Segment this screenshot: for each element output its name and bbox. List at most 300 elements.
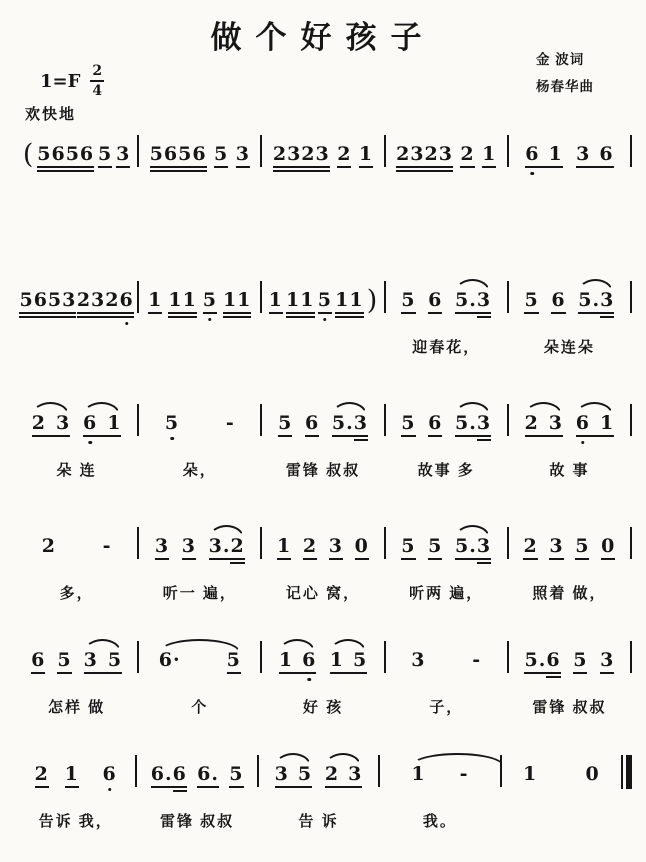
final-bar-thick <box>626 755 632 789</box>
note: 3 <box>600 291 614 310</box>
note-group <box>401 291 415 310</box>
measure <box>380 760 499 831</box>
note: 11 <box>222 289 252 311</box>
note: 5. <box>331 412 354 434</box>
note-group <box>79 537 112 556</box>
note: 3 <box>154 535 170 557</box>
score-line <box>16 409 632 480</box>
octave-dot <box>307 678 311 682</box>
intro-paren-close: ) <box>366 284 378 316</box>
time-signature <box>90 64 104 98</box>
note: 1 <box>277 535 292 557</box>
note-group <box>329 537 343 556</box>
note: 2 <box>34 763 49 785</box>
note-group <box>31 651 45 670</box>
beam-underline <box>401 558 415 560</box>
beam-underline <box>236 166 250 168</box>
note: 5 <box>278 412 293 434</box>
beam-underline <box>575 558 589 560</box>
note: 1 <box>107 412 122 434</box>
lyrics-text <box>139 336 260 356</box>
lyrics-text: 怎样 做 <box>48 699 106 716</box>
beam-underline <box>35 786 49 788</box>
key-signature <box>40 64 104 98</box>
score <box>16 140 632 831</box>
note: 3 <box>235 143 250 165</box>
notes-row <box>380 760 499 784</box>
notes-row <box>509 140 630 164</box>
tempo-marking: 欢快地 <box>25 106 77 123</box>
note-group <box>83 414 121 433</box>
notes-row <box>262 284 383 316</box>
note: 5 <box>107 649 123 671</box>
note-group <box>223 291 251 310</box>
beam-underline <box>330 672 367 674</box>
note-group <box>359 145 373 164</box>
note-group <box>159 651 241 670</box>
beam-underline <box>332 435 368 437</box>
note: 3 <box>181 535 196 557</box>
measure <box>137 760 256 831</box>
note-group <box>428 291 442 310</box>
beam-underline <box>325 786 362 788</box>
note-group <box>525 414 563 433</box>
beam-underline <box>203 312 217 314</box>
note: 5. <box>524 649 547 671</box>
beam-underline <box>355 558 369 560</box>
note: 3 <box>411 649 426 671</box>
beam-underline <box>401 435 415 437</box>
note-group <box>578 291 614 310</box>
note: 6 <box>173 765 187 784</box>
composer-credit: 杨春华曲 <box>536 79 594 94</box>
beam-underline <box>524 312 538 314</box>
lyrics-text: 子， <box>429 699 464 716</box>
score-line <box>16 286 632 357</box>
measure <box>386 646 507 717</box>
lyrics-text <box>16 336 137 356</box>
note: 3 <box>477 537 491 556</box>
lyrics-text: 朵 连 <box>56 462 97 479</box>
note-group <box>332 414 368 433</box>
note: 6 <box>31 649 46 671</box>
beam-underline <box>173 790 187 792</box>
beam-underline <box>601 558 615 560</box>
note: 6. <box>150 763 173 785</box>
beam-underline <box>600 316 614 318</box>
beam-underline <box>551 312 565 314</box>
note: 5 <box>524 289 539 311</box>
note: 2323 <box>272 143 330 165</box>
note: 6 <box>302 651 316 670</box>
final-bar-thin <box>621 755 623 789</box>
notes-row <box>386 286 507 310</box>
note-group <box>168 291 196 310</box>
beam-underline <box>273 170 330 172</box>
note: 2 <box>324 763 340 785</box>
note-group <box>286 291 314 310</box>
octave-dot <box>581 441 585 445</box>
note: 5 <box>575 535 590 557</box>
note-group <box>555 765 599 784</box>
measure <box>509 286 630 357</box>
note: 5 <box>401 412 416 434</box>
note: 5 <box>227 651 241 670</box>
octave-dot <box>208 318 212 322</box>
measure <box>509 646 630 717</box>
note-group <box>325 765 362 784</box>
notes-row <box>509 286 630 310</box>
note-group <box>65 765 79 784</box>
note-group <box>57 651 71 670</box>
note: 1 <box>411 763 426 785</box>
beam-underline <box>278 435 292 437</box>
lyricist-credit: 金 波词 <box>536 52 585 67</box>
measure <box>502 760 621 830</box>
beam-underline <box>277 558 291 560</box>
note: 6 <box>83 414 97 433</box>
note: 1 <box>358 143 374 165</box>
lyrics-text: 多， <box>59 585 94 602</box>
note: 3 <box>328 535 344 557</box>
beam-underline <box>155 558 169 560</box>
note: 3 <box>274 763 289 785</box>
note-group <box>455 537 491 556</box>
note: 2 <box>337 143 352 165</box>
note-group <box>330 651 367 670</box>
measure <box>262 286 383 356</box>
note: 2 <box>41 535 56 557</box>
note: 0 <box>354 535 369 557</box>
note: 1 <box>268 289 283 311</box>
note-group <box>576 414 614 433</box>
barline <box>630 281 632 313</box>
note: 3 <box>55 412 71 434</box>
note-group <box>303 537 317 556</box>
measure <box>259 760 378 831</box>
notes-row <box>262 140 383 164</box>
beam-underline <box>32 435 70 437</box>
note: 2 <box>230 537 244 556</box>
note: 5 <box>229 763 244 785</box>
note: 2 <box>31 412 46 434</box>
note-group <box>236 145 250 164</box>
notes-row <box>386 409 507 433</box>
beam-underline <box>65 786 79 788</box>
note-group <box>77 291 134 310</box>
lyrics-text: 故事 多 <box>417 462 475 479</box>
beam-underline <box>150 170 207 172</box>
notes-row <box>386 140 507 164</box>
beam-underline <box>229 786 243 788</box>
note: 5656 <box>37 143 95 165</box>
beam-underline <box>168 316 196 318</box>
note-group <box>411 651 425 670</box>
note-group <box>19 291 76 310</box>
note: 5 <box>214 143 229 165</box>
note-group <box>455 291 491 310</box>
notes-row <box>16 409 137 433</box>
beam-underline <box>19 316 76 318</box>
note: 5. <box>455 412 477 434</box>
beam-underline <box>197 786 219 788</box>
beam-underline <box>275 786 312 788</box>
octave-dot <box>88 441 92 445</box>
beam-underline <box>354 439 368 441</box>
note-group <box>116 145 130 164</box>
note: 2 <box>302 535 318 557</box>
note-group <box>42 537 56 556</box>
note-group <box>396 145 453 164</box>
lyrics-text <box>139 190 260 210</box>
note: 5 <box>318 291 332 310</box>
note-group <box>401 414 415 433</box>
note: 5 <box>352 649 368 671</box>
note: - <box>102 535 112 557</box>
note: 2323 <box>396 143 453 165</box>
lyrics-text: 听两 遍， <box>409 585 484 602</box>
beam-underline <box>150 166 207 168</box>
note: 2 <box>460 143 475 165</box>
measure <box>262 409 383 480</box>
meter-numerator: 2 <box>90 64 104 82</box>
beam-underline <box>482 166 496 168</box>
notes-row <box>137 760 256 784</box>
note-group <box>150 145 207 164</box>
barline <box>630 135 632 167</box>
beam-underline <box>428 558 442 560</box>
beam-underline <box>168 312 196 314</box>
note-group <box>214 145 228 164</box>
note: 1 <box>600 412 615 434</box>
note-group <box>482 145 496 164</box>
note-group <box>269 291 283 310</box>
beam-underline <box>223 312 251 314</box>
beam-underline <box>455 435 491 437</box>
note-group <box>98 145 112 164</box>
measure <box>509 409 630 480</box>
note: - <box>459 763 469 785</box>
measure <box>139 286 260 356</box>
note: 1 <box>148 289 163 311</box>
beam-underline <box>37 170 94 172</box>
octave-dot <box>323 318 327 322</box>
note: 3 <box>348 763 363 785</box>
note-group <box>600 651 614 670</box>
notes-row <box>16 646 137 670</box>
beam-underline <box>98 166 112 168</box>
notes-row <box>502 760 621 784</box>
beam-underline <box>19 312 76 314</box>
note: 232 <box>76 289 120 311</box>
note: 5656 <box>149 143 207 165</box>
beam-underline <box>396 170 453 172</box>
note: 3 <box>548 412 564 434</box>
note-group <box>335 291 363 310</box>
lyrics-text: 朵， <box>182 462 217 479</box>
note-group <box>197 765 219 784</box>
measure <box>262 532 383 603</box>
lyrics-text <box>262 190 383 210</box>
notes-row <box>509 409 630 433</box>
note: 3 <box>116 143 131 165</box>
note-group <box>455 414 491 433</box>
note-group <box>273 145 330 164</box>
beam-underline <box>401 312 415 314</box>
measure <box>16 409 137 480</box>
notes-row <box>386 532 507 556</box>
note: 3 <box>576 143 591 165</box>
page-title: 做个好孩子 <box>210 20 436 56</box>
note: 6 <box>428 289 443 311</box>
score-line <box>16 140 632 210</box>
beam-underline <box>428 312 442 314</box>
note-group <box>601 537 615 556</box>
note: 6 <box>546 651 560 670</box>
note: 3 <box>477 414 491 433</box>
note: - <box>225 412 235 434</box>
note: 6 <box>304 412 320 434</box>
note: 3. <box>208 535 231 557</box>
note: 3 <box>83 649 98 671</box>
note-group <box>275 765 312 784</box>
beam-underline <box>576 166 613 168</box>
lyrics-text <box>16 190 137 210</box>
measure <box>16 286 137 356</box>
note: 5 <box>401 535 416 557</box>
lyrics-text: 好 孩 <box>302 699 344 716</box>
beam-underline <box>455 558 491 560</box>
measure <box>386 286 507 357</box>
note-group <box>37 145 94 164</box>
measure <box>386 532 507 603</box>
note: 5653 <box>19 289 77 311</box>
note-group <box>576 145 613 164</box>
notes-row <box>262 532 383 556</box>
beam-underline <box>303 558 317 560</box>
beam-underline <box>337 166 351 168</box>
beam-underline <box>84 672 122 674</box>
lyrics-text: 记心 窝， <box>285 585 361 602</box>
note-group <box>155 537 169 556</box>
notes-row <box>16 138 137 170</box>
lyrics-text <box>502 810 621 830</box>
measure <box>262 646 383 717</box>
beam-underline <box>477 439 491 441</box>
note-group <box>460 145 474 164</box>
note: 11 <box>335 289 364 311</box>
beam-underline <box>269 312 283 314</box>
measure <box>509 140 630 210</box>
lyrics-text <box>509 190 630 210</box>
lyrics-text: 雷锋 叔叔 <box>285 462 361 479</box>
note-group <box>401 537 415 556</box>
note-group <box>277 537 291 556</box>
measure <box>16 646 137 717</box>
lyrics-text: 我。 <box>422 813 457 830</box>
notes-row <box>16 532 137 556</box>
score-line <box>16 760 632 831</box>
note-group <box>148 291 162 310</box>
beam-underline <box>286 312 314 314</box>
beam-underline <box>359 166 373 168</box>
note-group <box>355 537 369 556</box>
final-barline <box>621 755 632 789</box>
measure <box>262 140 383 210</box>
beam-underline <box>460 166 474 168</box>
beam-underline <box>546 676 560 678</box>
notes-row <box>139 532 260 556</box>
note: 6 <box>599 143 614 165</box>
beam-underline <box>37 166 94 168</box>
beam-underline <box>549 558 563 560</box>
note: 6. <box>197 763 219 785</box>
beam-underline <box>305 435 319 437</box>
note-group <box>428 414 442 433</box>
notes-row <box>139 409 260 433</box>
note-group <box>411 765 468 784</box>
note: 6 <box>551 289 566 311</box>
note-group <box>229 765 243 784</box>
notes-row <box>262 409 383 433</box>
beam-underline <box>209 558 245 560</box>
beam-underline <box>396 166 453 168</box>
note-group <box>182 537 196 556</box>
intro-paren-open: ( <box>22 138 34 170</box>
beam-underline <box>77 316 134 318</box>
note-group <box>278 414 292 433</box>
notes-row <box>139 646 260 670</box>
key-label: 1=F <box>40 70 81 92</box>
note: - <box>472 649 482 671</box>
beam-underline <box>151 786 187 788</box>
note-group <box>209 537 245 556</box>
note-group <box>523 765 537 784</box>
beam-underline <box>525 166 562 168</box>
note: 5 <box>165 414 179 433</box>
barline <box>630 527 632 559</box>
lyrics-text: 故 事 <box>549 462 590 479</box>
note-group <box>337 145 351 164</box>
measure <box>16 140 137 210</box>
beam-underline <box>83 435 121 437</box>
measure <box>139 646 260 717</box>
note: 2 <box>524 412 539 434</box>
note: 6· <box>158 649 181 671</box>
note-group <box>35 765 49 784</box>
note-group <box>575 537 589 556</box>
note: 1 <box>329 649 344 671</box>
beam-underline <box>318 312 332 314</box>
score-line <box>16 646 632 717</box>
note: 6 <box>120 291 134 310</box>
beam-underline <box>455 312 491 314</box>
beam-underline <box>428 435 442 437</box>
note: 1 <box>64 763 79 785</box>
measure <box>16 532 137 603</box>
lyrics-text: 照着 做， <box>532 585 607 602</box>
note: 5 <box>297 763 313 785</box>
notes-row <box>139 140 260 164</box>
octave-dot <box>125 322 129 326</box>
beam-underline <box>227 672 241 674</box>
beam-underline <box>525 435 563 437</box>
note: 1 <box>522 763 538 785</box>
note: 6 <box>525 145 539 164</box>
beam-underline <box>148 312 162 314</box>
credits-block <box>536 46 594 100</box>
measure <box>139 409 260 480</box>
